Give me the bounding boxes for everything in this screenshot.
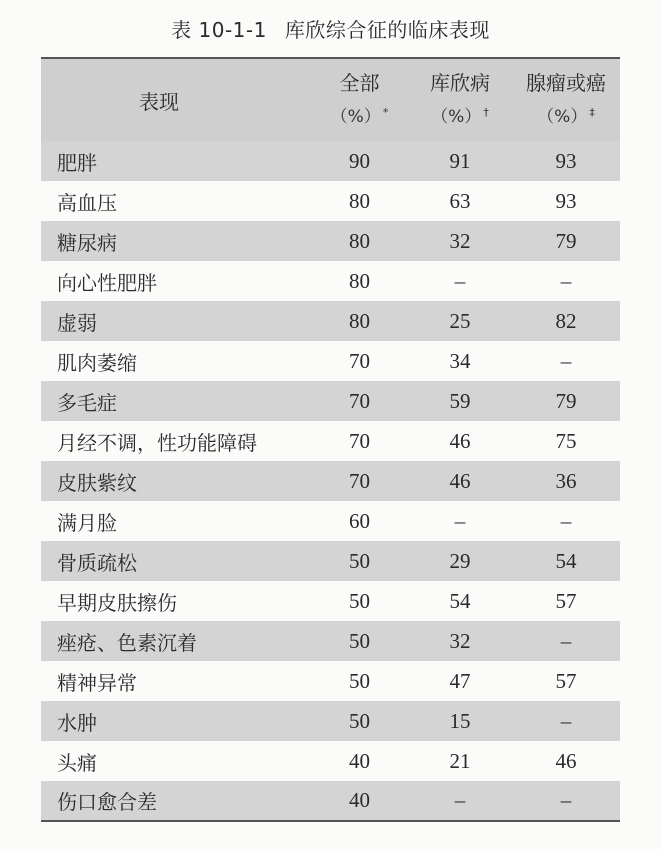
table-row	[41, 781, 620, 821]
table-row	[41, 381, 620, 421]
row-label: 头痛	[57, 750, 97, 775]
cell-value: 93	[555, 148, 577, 173]
cell-value: 29	[449, 548, 471, 573]
row-label: 肥胖	[57, 150, 97, 175]
cell-value: –	[560, 268, 572, 293]
table-row	[41, 421, 620, 461]
table-caption	[0, 14, 661, 43]
cell-value: 50	[349, 708, 370, 733]
header-all-label: 全部	[339, 71, 380, 95]
header-cushing-disease-label: 库欣病	[430, 71, 490, 95]
cell-value: 79	[555, 228, 577, 253]
row-label: 伤口愈合差	[57, 790, 157, 814]
cell-value: 54	[449, 588, 471, 613]
table-row	[41, 581, 620, 621]
cell-value: 50	[349, 628, 370, 653]
cell-value: 32	[449, 228, 471, 253]
header-all	[311, 58, 408, 141]
cell-value: –	[454, 508, 466, 533]
header-adenoma-carcinoma	[512, 58, 620, 141]
table-title: 库欣综合征的临床表现	[284, 18, 490, 42]
header-cushing-disease-unit: （%） †	[431, 106, 489, 127]
cell-value: 50	[349, 548, 370, 573]
cell-value: 40	[349, 748, 370, 773]
table-body	[41, 141, 620, 821]
cell-value: 50	[349, 668, 370, 693]
cell-value: 34	[449, 348, 471, 373]
table-header-row	[41, 58, 620, 141]
table-number: 表 10-1-1	[171, 18, 267, 42]
header-all-unit: （%） *	[330, 106, 389, 127]
row-label: 向心性肥胖	[57, 270, 157, 295]
cell-value: –	[454, 268, 466, 293]
cell-value: 75	[555, 428, 577, 453]
cell-value: –	[560, 348, 572, 373]
footnote-mark: *	[382, 106, 389, 119]
cell-value: 80	[349, 188, 370, 213]
table-row	[41, 261, 620, 301]
cell-value: 54	[555, 548, 577, 573]
cell-value: 57	[555, 668, 577, 693]
cell-value: 32	[449, 628, 471, 653]
table-row	[41, 461, 620, 501]
header-adenoma-carcinoma-unit: （%） ‡	[537, 106, 595, 127]
table-row	[41, 701, 620, 741]
row-label: 月经不调，性功能障碍	[57, 430, 257, 455]
table-row	[41, 501, 620, 541]
cell-value: –	[560, 788, 572, 812]
cell-value: 70	[349, 388, 370, 413]
cell-value: 70	[349, 348, 370, 373]
row-label: 肌肉萎缩	[57, 350, 137, 375]
table-row	[41, 621, 620, 661]
cell-value: 59	[449, 388, 471, 413]
row-label: 皮肤紫纹	[57, 470, 137, 495]
cell-value: 46	[449, 468, 471, 493]
cell-value: 80	[349, 268, 370, 293]
cell-value: –	[560, 708, 572, 733]
cell-value: 80	[349, 308, 370, 333]
row-label: 虚弱	[57, 310, 97, 335]
cell-value: 40	[349, 788, 370, 812]
cell-value: 79	[555, 388, 577, 413]
row-label: 痤疮、色素沉着	[57, 630, 197, 655]
row-label: 精神异常	[57, 670, 137, 695]
row-label: 早期皮肤擦伤	[57, 590, 177, 615]
cell-value: 57	[555, 588, 577, 613]
cell-value: 70	[349, 468, 370, 493]
cell-value: 50	[349, 588, 370, 613]
cell-value: 25	[449, 308, 471, 333]
cell-value: 36	[555, 468, 577, 493]
cell-value: 80	[349, 228, 370, 253]
cell-value: 90	[349, 148, 370, 173]
table-row	[41, 741, 620, 781]
cell-value: 46	[555, 748, 577, 773]
cell-value: 21	[449, 748, 471, 773]
table-row	[41, 221, 620, 261]
row-label: 骨质疏松	[57, 550, 137, 575]
table-container	[41, 57, 620, 822]
table-row	[41, 661, 620, 701]
row-label: 多毛症	[57, 390, 117, 415]
table-row	[41, 341, 620, 381]
header-adenoma-carcinoma-label: 腺瘤或癌	[526, 71, 606, 95]
row-label: 糖尿病	[57, 230, 117, 255]
table-row	[41, 301, 620, 341]
cell-value: 63	[449, 188, 471, 213]
cell-value: 93	[555, 188, 577, 213]
cell-value: –	[560, 628, 572, 653]
cell-value: 47	[449, 668, 471, 693]
footnote-mark: ‡	[589, 106, 595, 119]
cell-value: 82	[555, 308, 577, 333]
cell-value: 15	[449, 708, 471, 733]
cell-value: –	[454, 788, 466, 812]
cell-value: 46	[449, 428, 471, 453]
footnote-mark: †	[483, 106, 489, 119]
row-label: 高血压	[57, 190, 117, 215]
cell-value: 70	[349, 428, 370, 453]
row-label: 满月脸	[57, 510, 117, 535]
clinical-manifestations-table	[41, 57, 620, 822]
cell-value: –	[560, 508, 572, 533]
header-manifestation: 表现	[139, 89, 179, 114]
cell-value: 60	[349, 508, 370, 533]
header-cushing-disease	[408, 58, 512, 141]
table-row	[41, 541, 620, 581]
cell-value: 91	[449, 148, 471, 173]
row-label: 水肿	[57, 710, 97, 735]
table-row	[41, 141, 620, 181]
table-row	[41, 181, 620, 221]
